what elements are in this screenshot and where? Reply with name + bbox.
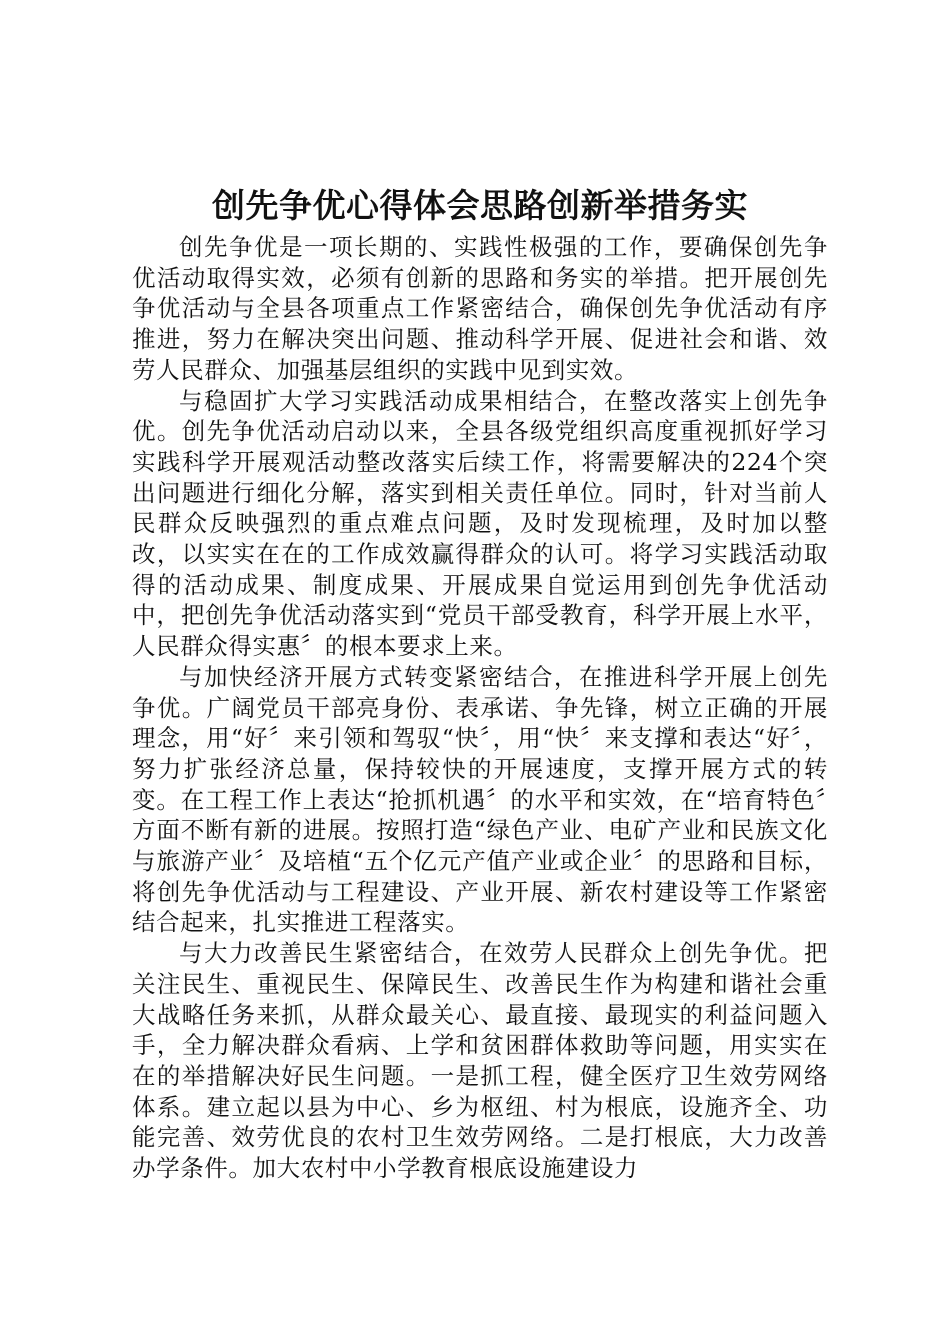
paragraph: 与大力改善民生紧密结合，在效劳人民群众上创先争优。把关注民生、重视民生、保障民生、改善民生作为构建和谐社会重大战略任务来抓，从群众最关心、最直接、最现实的利益问题入手，全力解决群众看病、上学和贫困群体救助等问题，用实实在在的举措解决好民生问题。一是抓工程，健全医疗卫生效劳网络体系。建立起以县为中心、乡为枢纽、村为根底，设施齐全、功能完善、效劳优良的农村卫生效劳网络。二是打根底，大力改善办学条件。加大农村中小学教育根底设施建设力 [132, 939, 828, 1183]
paragraph: 与稳固扩大学习实践活动成果相结合，在整改落实上创先争优。创先争优活动启动以来，全县各级党组织高度重视抓好学习实践科学开展观活动整改落实后续工作，将需要解决的224个突出问题进行细化分解，落实到相关责任单位。同时，针对当前人民群众反映强烈的重点难点问题，及时发现梳理，及时加以整改，以实实在在的工作成效赢得群众的认可。将学习实践活动取得的活动成果、制度成果、开展成果自觉运用到创先争优活动中，把创先争优活动落实到“党员干部受教育，科学开展上水平，人民群众得实惠〞的根本要求上来。 [132, 386, 828, 661]
document-page [132, 186, 828, 1184]
document-title: 创先争优心得体会思路创新举措务实 [212, 186, 748, 225]
paragraph: 创先争优是一项长期的、实践性极强的工作，要确保创先争优活动取得实效，必须有创新的思路和务实的举措。把开展创先争优活动与全县各项重点工作紧密结合，确保创先争优活动有序推进，努力在解决突出问题、推动科学开展、促进社会和谐、效劳人民群众、加强基层组织的实践中见到实效。 [132, 233, 828, 384]
paragraph: 与加快经济开展方式转变紧密结合，在推进科学开展上创先争优。广阔党员干部亮身份、表承诺、争先锋，树立正确的开展理念，用“好〞来引领和驾驭“快〞，用“快〞来支撑和表达“好〞，努力扩张经济总量，保持较快的开展速度，支撑开展方式的转变。在工程工作上表达“抢抓机遇〞的水平和实效，在“培育特色〞方面不断有新的进展。按照打造“绿色产业、电矿产业和民族文化与旅游产业〞及培植“五个亿元产值产业或企业〞的思路和目标，将创先争优活动与工程建设、产业开展、新农村建设等工作紧密结合起来，扎实推进工程落实。 [132, 662, 828, 937]
